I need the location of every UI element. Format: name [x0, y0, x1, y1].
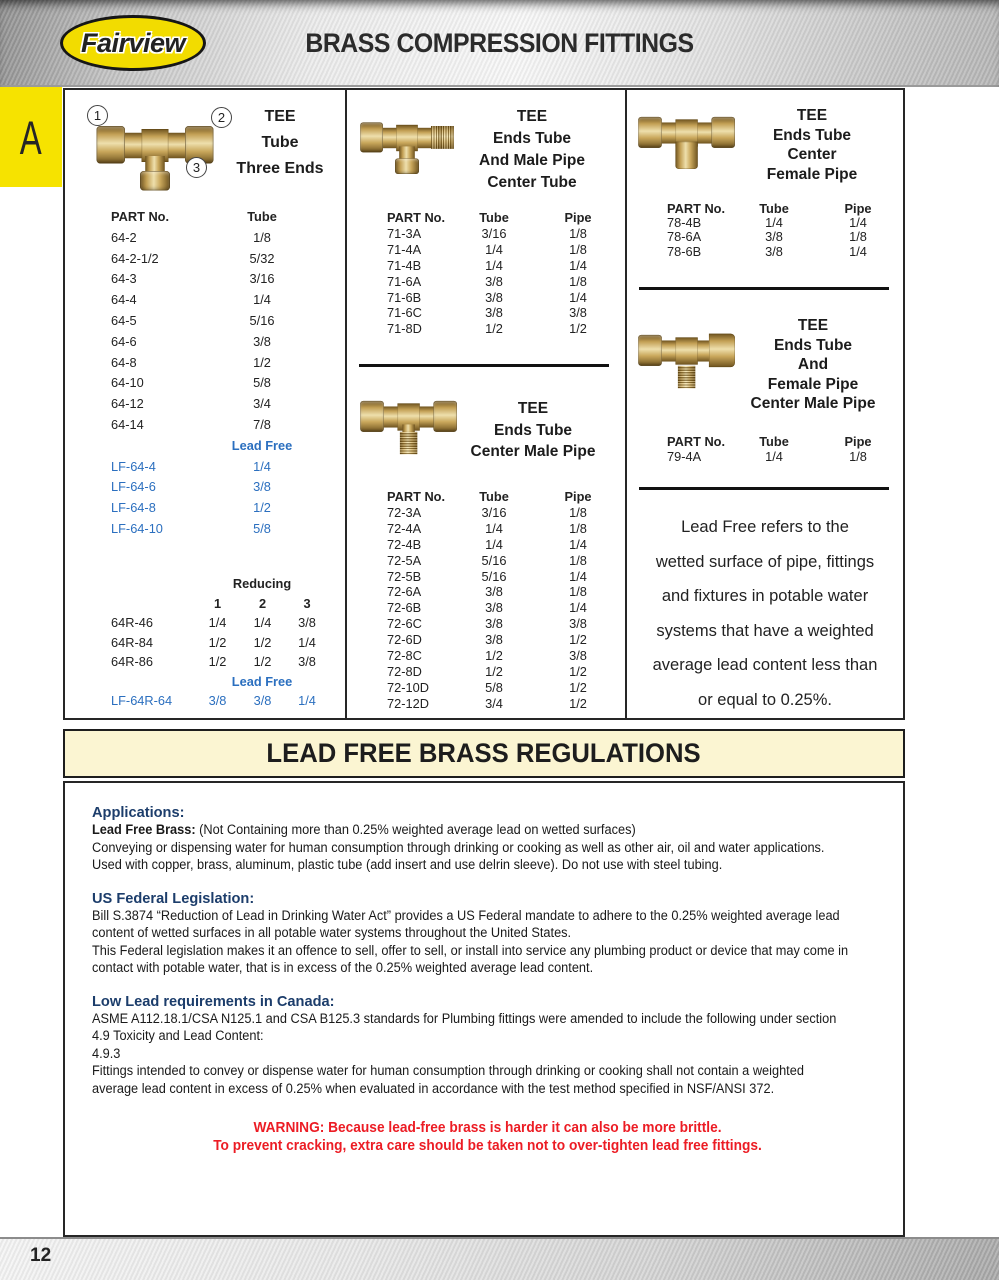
title-line: Center	[787, 146, 837, 163]
column-tee-female-pipe	[627, 90, 903, 718]
table-row: 71-6A 3/8 1/8	[387, 273, 587, 289]
title-line: Ends Tube	[773, 336, 853, 354]
title-line: TEE	[264, 108, 296, 125]
body-line: Used with copper, brass, aluminum, plastic tube (add insert and use delrin sleeve). Do not use with steel tubing.	[92, 857, 723, 874]
warning-line-2: To prevent cracking, extra care should be taken not to over-tighten lead free fittings.	[213, 1137, 762, 1154]
tee-female-center-male-table	[627, 434, 903, 464]
body-line: content of wetted surfaces in all potable water systems throughout the United States.	[92, 925, 572, 942]
table-row: 71-6C 3/8 3/8	[387, 305, 587, 321]
reducing-title-row: Reducing	[232, 576, 292, 591]
table-row: 78-4B 1/4 1/4	[667, 215, 867, 231]
table-row-lead-free: LF-64R-64 3/8 3/8 1/4	[111, 693, 316, 708]
title-line: TEE	[796, 107, 828, 124]
table-row: 64-4 1/4	[111, 292, 271, 308]
reducing-table	[65, 574, 345, 711]
product-photo-tee-male-pipe	[359, 108, 455, 175]
product-photo-tee-tube	[95, 108, 215, 192]
body-line: Lead Free Brass: (Not Containing more than 0.25% weighted average lead on wetted surfaces)	[92, 822, 636, 839]
table-row: 71-6B 3/8 1/4	[387, 289, 587, 305]
table-row: 64-3 3/16	[111, 271, 275, 287]
column-tee-male-pipe	[347, 90, 627, 718]
regulations-text	[63, 781, 905, 1237]
title-line: Center Male Pipe	[470, 443, 596, 460]
title-line: Tube	[261, 134, 299, 151]
title-line: Ends Tube	[492, 130, 572, 147]
table-row: 72-10D 5/8 1/2	[387, 679, 587, 695]
note-line: systems that have a weighted	[656, 621, 874, 640]
body-line: Fittings intended to convey or dispense water for human consumption through drinking or cooking shall not contain a weighted	[92, 1063, 804, 1080]
table-row: 72-4A 1/4 1/8	[387, 520, 587, 536]
regulations-banner: LEAD FREE BRASS REGULATIONS	[63, 729, 905, 778]
canada-heading: Low Lead requirements in Canada:	[92, 993, 335, 1010]
section-tab-a	[0, 87, 62, 187]
header-tube: Tube	[247, 209, 277, 224]
callout-3: 3	[186, 157, 207, 178]
table-row: 64-6 3/8	[111, 333, 271, 349]
note-line: or equal to 0.25%.	[698, 690, 832, 709]
page-header	[0, 0, 999, 87]
table-row: 72-6C 3/8 3/8	[387, 616, 587, 632]
body-line: Conveying or dispensing water for human consumption through drinking or cooking as well as other air, oil and water applications.	[92, 839, 825, 856]
tee-tube-table	[65, 207, 345, 540]
page-footer	[0, 1237, 999, 1280]
fittings-tables	[63, 88, 905, 720]
table-row: 72-5A 5/16 1/8	[387, 552, 587, 568]
title-line: And	[797, 356, 829, 373]
lead-free-heading: Lead Free	[231, 437, 293, 453]
table-title-tee-female-center-male	[723, 316, 903, 414]
table-row: 64R-84 1/2 1/2 1/4	[111, 634, 316, 650]
note-line: wetted surface of pipe, fittings	[655, 552, 875, 571]
table-row: 71-8D 1/2 1/2	[387, 321, 587, 337]
product-photo-tee-center-male	[359, 386, 458, 455]
table-row-lead-free: LF-64-10 5/8	[111, 520, 271, 536]
title-line: Three Ends	[236, 160, 324, 177]
table-header: PART No. Tube Pipe	[387, 489, 592, 504]
table-row: 72-8C 1/2 3/8	[387, 648, 587, 664]
table-row: 72-4B 1/4 1/4	[387, 536, 587, 552]
brand-name: Fairview	[80, 27, 186, 58]
table-row: 64-14 7/8	[111, 416, 271, 432]
page-number: 12	[30, 1245, 52, 1266]
table-title-tee-center-male	[445, 398, 621, 463]
body-line: Bill S.3874 “Reduction of Lead in Drinking Water Act” provides a US Federal mandate to adhere to the 0.25% weighted average lead	[92, 908, 840, 925]
table-header	[65, 207, 345, 228]
lead-free-heading: Lead Free	[231, 673, 293, 689]
table-row: 64-10 5/8	[111, 375, 271, 391]
note-line: average lead content less than	[652, 656, 878, 674]
table-row: 71-4B 1/4 1/4	[387, 257, 587, 273]
table-row: 78-6A 3/8 1/8	[667, 229, 867, 245]
table-title-tee-male-pipe	[447, 106, 617, 194]
title-line: TEE	[517, 400, 549, 417]
table-row: 71-4A 1/4 1/8	[387, 241, 587, 257]
title-line: Center Male Pipe	[750, 395, 876, 412]
title-line: And Male Pipe	[479, 152, 585, 169]
reducing-header: 1 2 3	[213, 595, 311, 611]
table-row-lead-free: LF-64-6 3/8	[111, 479, 271, 495]
table-row: 72-8D 1/2 1/2	[387, 663, 587, 679]
title-line: Female Pipe	[767, 375, 859, 393]
table-title-tee-center-female	[725, 106, 899, 184]
table-row-lead-free: LF-64-4 1/4	[111, 458, 271, 474]
table-row: 78-6B 3/8 1/4	[667, 243, 867, 259]
section-divider	[639, 287, 889, 290]
table-row: 64-2-1/2 5/32	[111, 250, 275, 266]
title-line: Ends Tube	[493, 421, 573, 439]
table-row: 64-8 1/2	[111, 354, 271, 370]
section-tab-letter: A	[20, 110, 42, 164]
table-row: 72-5B 5/16 1/4	[387, 568, 587, 584]
title-line: Center Tube	[487, 174, 577, 191]
tee-male-pipe-table	[347, 210, 625, 337]
section-divider	[359, 364, 609, 367]
body-line: average lead content in excess of 0.25% when evaluated in accordance with the test method specified in NSF/ANSI 372.	[92, 1080, 775, 1097]
page-title: BRASS COMPRESSION FITTINGS	[305, 28, 694, 58]
us-federal-heading: US Federal Legislation:	[92, 890, 255, 907]
note-line: and fixtures in potable water	[661, 587, 869, 605]
title-line: Ends Tube	[772, 126, 852, 144]
tee-center-female-table	[627, 202, 903, 259]
product-photo-tee-female-center-male	[637, 320, 736, 389]
body-line: ASME A112.18.1/CSA N125.1 and CSA B125.3 standards for Plumbing fittings were amended to include the following under section	[92, 1011, 837, 1028]
table-row: 72-12D 3/4 1/2	[387, 695, 587, 711]
tee-center-male-table	[347, 489, 625, 712]
table-row: 72-3A 3/16 1/8	[387, 504, 587, 520]
table-title-tee-tube	[217, 104, 343, 182]
section-divider	[639, 487, 889, 490]
table-row: 72-6D 3/8 1/2	[387, 632, 587, 648]
warning-line-1: WARNING: Because lead-free brass is harder it can also be more brittle.	[253, 1120, 722, 1137]
table-row: 72-6A 3/8 1/8	[387, 584, 587, 600]
body-line: 4.9 Toxicity and Lead Content:	[92, 1028, 264, 1045]
callout-1: 1	[87, 105, 108, 126]
callout-2: 2	[211, 107, 232, 128]
applications-heading: Applications:	[92, 805, 185, 821]
title-line: Female Pipe	[766, 165, 858, 183]
table-row: 64-12 3/4	[111, 396, 271, 412]
product-photo-tee-center-female	[637, 102, 736, 171]
table-row: 64R-86 1/2 1/2 3/8	[111, 654, 316, 669]
note-line: Lead Free refers to the	[681, 518, 849, 536]
table-row-lead-free: LF-64-8 1/2	[111, 500, 271, 516]
table-row: 71-3A 3/16 1/8	[387, 225, 587, 241]
table-row: 64R-46 1/4 1/4 3/8	[111, 615, 316, 630]
lead-free-definition	[627, 510, 903, 717]
table-row: 64-2 1/8	[111, 229, 271, 245]
title-line: TEE	[797, 317, 829, 334]
table-header: PART No. Tube Pipe	[387, 210, 592, 225]
table-header: PART No. Tube Pipe	[667, 434, 872, 449]
body-line: contact with potable water, that is in excess of the 0.25% weighted average lead content.	[92, 960, 594, 977]
table-row: 79-4A 1/4 1/8	[667, 449, 867, 464]
table-row: 64-5 5/16	[111, 312, 275, 328]
table-row: 72-6B 3/8 1/4	[387, 600, 587, 616]
table-header: PART No. Tube Pipe	[667, 201, 872, 216]
body-line: This Federal legislation makes it an offence to sell, offer to sell, or install into service any plumbing product or device that may come in	[92, 942, 849, 959]
header-part: PART No.	[111, 209, 170, 224]
body-line: 4.9.3	[92, 1045, 121, 1062]
column-tee-tube	[65, 90, 347, 718]
title-line: TEE	[516, 108, 548, 125]
